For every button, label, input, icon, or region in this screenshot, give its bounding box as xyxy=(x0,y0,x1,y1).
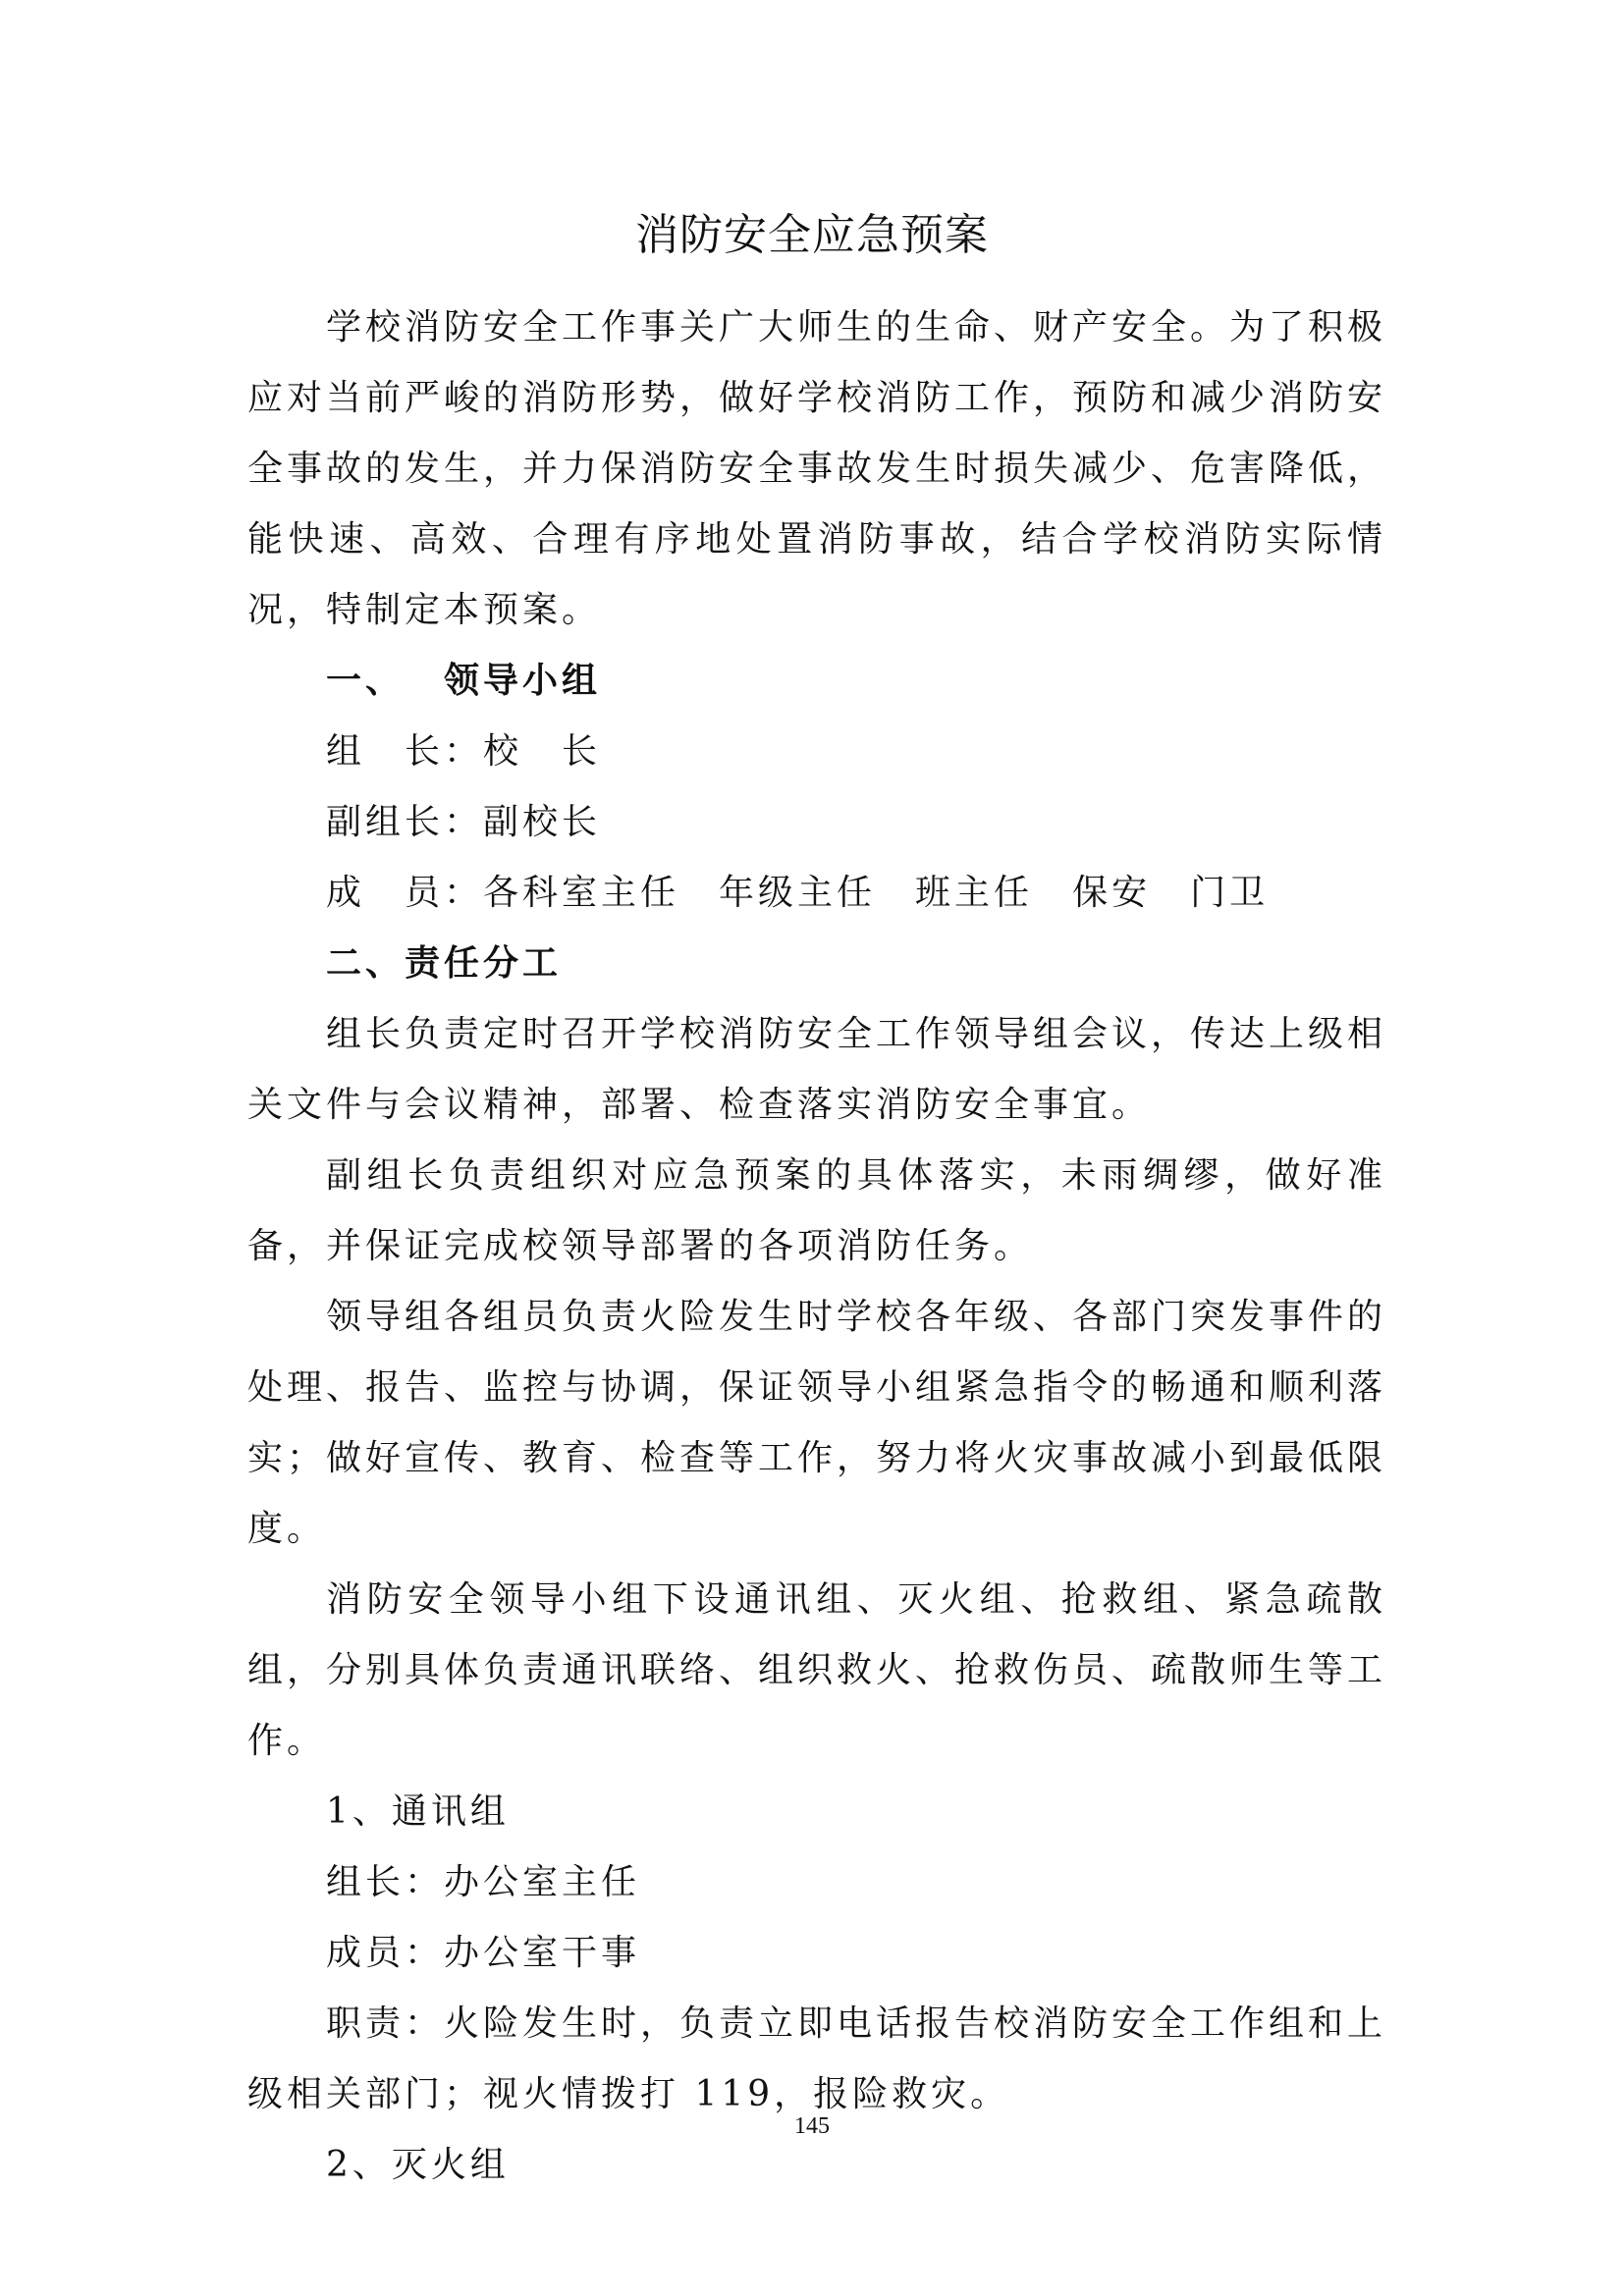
group-heading-communication: 1、通讯组 xyxy=(326,1791,510,1832)
member-item: 各科室主任 xyxy=(483,873,680,913)
group-duty-paragraph: 职责：火险发生时，负责立即电话报告校消防安全工作组和上级相关部门；视火情拨打 119，报险救灾。 xyxy=(247,2003,1387,2114)
deputy-value: 副校长 xyxy=(483,802,602,842)
leader-line xyxy=(247,717,1386,787)
member-item: 班主任 xyxy=(915,873,1034,913)
deputy-label: 副组长： xyxy=(326,802,484,842)
group-members-line: 成员：办公室干事 xyxy=(326,1933,641,1973)
members-line xyxy=(247,858,1386,929)
section-title: 领导小组 xyxy=(444,661,602,701)
page-number: 145 xyxy=(794,2113,830,2139)
section-number: 一、 xyxy=(326,661,406,701)
document-title: 消防安全应急预案 xyxy=(635,210,989,260)
group-heading-firefighting: 2、灭火组 xyxy=(326,2145,510,2185)
section-heading-responsibilities: 二、责任分工 xyxy=(326,943,563,984)
leader-label: 组 长： xyxy=(326,731,484,772)
member-item: 门卫 xyxy=(1190,873,1270,913)
deputy-line xyxy=(247,787,1386,858)
leader-value: 校 长 xyxy=(483,731,602,772)
member-item: 保安 xyxy=(1072,873,1152,913)
group-leader-line: 组长：办公室主任 xyxy=(326,1862,641,1902)
intro-paragraph: 学校消防安全工作事关广大师生的生命、财产安全。为了积极应对当前严峻的消防形势，做好学校消防工作，预防和减少消防安全事故的发生，并力保消防安全事故发生时损失减少、危害降低，能快速、高效、合理有序地处置消防事故，结合学校消防实际情况，特制定本预案。 xyxy=(247,307,1387,630)
responsibility-paragraph: 消防安全领导小组下设通讯组、灭火组、抢救组、紧急疏散组，分别具体负责通讯联络、组织救火、抢救伤员、疏散师生等工作。 xyxy=(247,1579,1387,1761)
responsibility-paragraph: 领导组各组员负责火险发生时学校各年级、各部门突发事件的处理、报告、监控与协调，保证领导小组紧急指令的畅通和顺利落实；做好宣传、教育、检查等工作，努力将火灾事故减小到最低限度。 xyxy=(247,1297,1387,1549)
section-heading-leadership xyxy=(247,646,1386,717)
members-label: 成 员： xyxy=(326,873,484,913)
responsibility-paragraph: 组长负责定时召开学校消防安全工作领导组会议，传达上级相关文件与会议精神，部署、检查落实消防安全事宜。 xyxy=(247,1014,1387,1125)
document-body xyxy=(247,293,1386,2201)
responsibility-paragraph: 副组长负责组织对应急预案的具体落实，未雨绸缪，做好准备，并保证完成校领导部署的各项消防任务。 xyxy=(247,1155,1386,1266)
member-item: 年级主任 xyxy=(719,873,877,913)
